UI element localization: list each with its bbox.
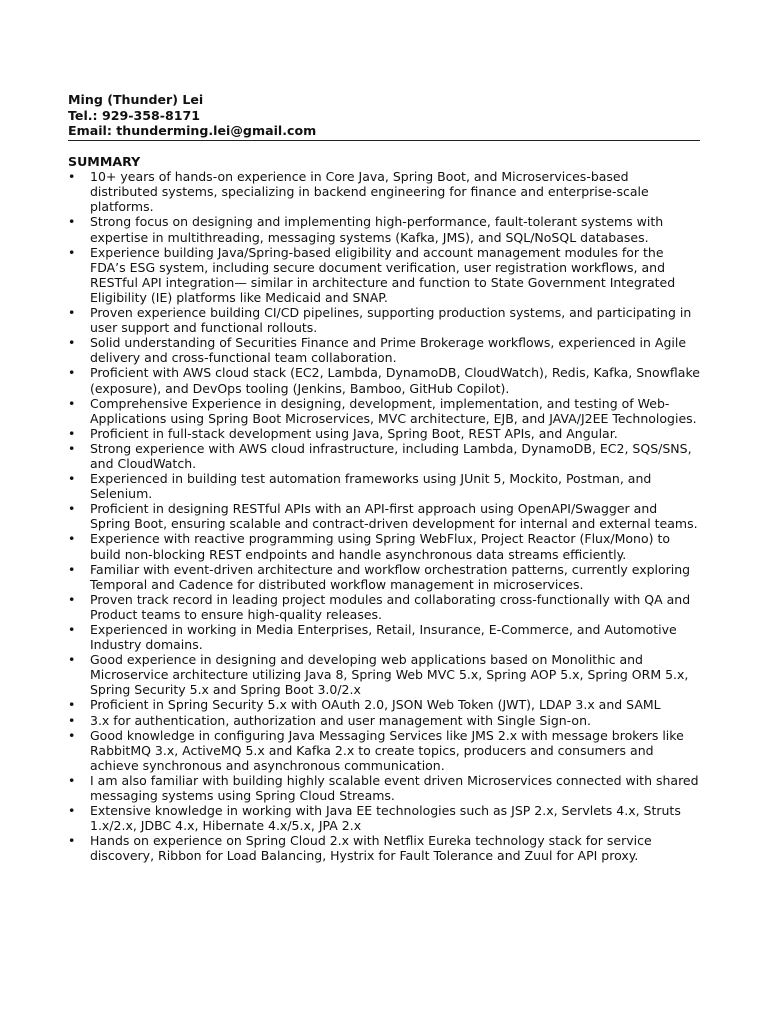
bullet-icon: • [68, 471, 76, 487]
bullet-icon: • [68, 833, 76, 849]
summary-item [68, 441, 700, 471]
summary-item-text: Solid understanding of Securities Finance and Prime Brokerage workflows, experienced in Agile delivery and cross-functional team collaboration. [90, 335, 687, 366]
bullet-icon: • [68, 561, 76, 577]
bullet-icon: • [68, 305, 76, 321]
bullet-icon: • [68, 169, 76, 185]
summary-item-text: Extensive knowledge in working with Java EE technologies such as JSP 2.x, Servlets 4.x, Struts 1.x/2.x, JDBC 4.x, Hibernate 4.x/5.x, JPA 2.x [90, 803, 681, 834]
summary-item [68, 501, 700, 531]
phone-number: Tel.: 929-358-8171 [68, 107, 201, 123]
summary-item-text: Proficient in full-stack development using Java, Spring Boot, REST APIs, and Angular. [90, 425, 618, 441]
summary-item [68, 728, 700, 773]
summary-heading: SUMMARY [68, 154, 141, 169]
bullet-icon: • [68, 244, 76, 260]
summary-item-text: Experience with reactive programming using Spring WebFlux, Project Reactor (Flux/Mono) to build non-blocking REST endpoints and handle asynchronous data streams efficiently. [90, 531, 670, 562]
summary-item-text: 10+ years of hands-on experience in Core Java, Spring Boot, and Microservices-based distributed systems, specializing in backend engineering for finance and enterprise-scale platforms. [90, 169, 649, 215]
summary-item [68, 365, 700, 395]
summary-item [68, 426, 700, 441]
summary-item-text: Hands on experience on Spring Cloud 2.x with Netflix Eureka technology stack for service discovery, Ribbon for Load Balancing, Hystrix for Fault Tolerance and Zuul for API proxy. [90, 833, 652, 864]
bullet-icon: • [68, 712, 76, 728]
summary-item [68, 592, 700, 622]
summary-item [68, 713, 700, 728]
summary-item [68, 169, 700, 214]
summary-item-text: Proven track record in leading project modules and collaborating cross-functionally with QA and Product teams to ensure high-quality releases. [90, 591, 691, 622]
summary-item-text: Good experience in designing and developing web applications based on Monolithic and Microservice architecture utilizing Java 8, Spring Web MVC 5.x, Spring AOP 5.x, Spring ORM 5.x, Spring Security 5.x and Spring Boot 3.0/2.x [90, 652, 689, 698]
bullet-icon: • [68, 501, 76, 517]
bullet-icon: • [68, 395, 76, 411]
summary-item [68, 305, 700, 335]
bullet-icon: • [68, 727, 76, 743]
candidate-name: Ming (Thunder) Lei [68, 92, 204, 107]
bullet-icon: • [68, 531, 76, 547]
bullet-icon: • [68, 772, 76, 788]
bullet-icon: • [68, 697, 76, 713]
summary-item-text: Experienced in working in Media Enterprises, Retail, Insurance, E-Commerce, and Automotive Industry domains. [90, 622, 677, 653]
summary-item [68, 214, 700, 244]
summary-section [68, 154, 700, 864]
summary-item-text: Proficient in designing RESTful APIs with an API-first approach using OpenAPI/Swagger and Spring Boot, ensuring scalable and contract-driven development for internal and external teams. [90, 501, 698, 532]
summary-item [68, 562, 700, 592]
bullet-icon: • [68, 335, 76, 351]
bullet-icon: • [68, 591, 76, 607]
summary-item-text: Experienced in building test automation frameworks using JUnit 5, Mockito, Postman, and Selenium. [90, 471, 652, 502]
summary-item-text: Proficient with AWS cloud stack (EC2, Lambda, DynamoDB, CloudWatch), Redis, Kafka, Snowflake (exposure), and DevOps tooling (Jenkins, Bamboo, GitHub Copilot). [90, 365, 700, 396]
summary-item-text: Proven experience building CI/CD pipelines, supporting production systems, and participating in user support and functional rollouts. [90, 305, 692, 336]
summary-item-text: 3.x for authentication, authorization and user management with Single Sign-on. [90, 712, 591, 728]
bullet-icon: • [68, 214, 76, 230]
bullet-icon: • [68, 803, 76, 819]
summary-item-text: Experience building Java/Spring-based eligibility and account management modules for the FDA’s ESG system, including secure document verification, user registration workflows, and RESTful API integration— similar in architecture and function to State Government Integrated Eligibility (IE) platforms like Medicaid and SNAP. [90, 244, 676, 305]
summary-item [68, 803, 700, 833]
summary-list [68, 169, 700, 863]
summary-item-text: Good knowledge in configuring Java Messaging Services like JMS 2.x with message brokers like RabbitMQ 3.x, ActiveMQ 5.x and Kafka 2.x to create topics, producers and consumers and achieve synchronous and asynchronous communication. [90, 727, 684, 773]
summary-item-text: Proficient in Spring Security 5.x with OAuth 2.0, JSON Web Token (JWT), LDAP 3.x and SAML [90, 697, 661, 713]
summary-item-text: Strong experience with AWS cloud infrastructure, including Lambda, DynamoDB, EC2, SQS/SNS, and CloudWatch. [90, 440, 692, 471]
summary-item [68, 622, 700, 652]
summary-item [68, 833, 700, 863]
bullet-icon: • [68, 440, 76, 456]
summary-item [68, 396, 700, 426]
summary-item [68, 697, 700, 712]
summary-item [68, 531, 700, 561]
summary-item-text: I am also familiar with building highly scalable event driven Microservices connected with shared messaging systems using Spring Cloud Streams. [90, 772, 699, 804]
bullet-icon: • [68, 425, 76, 441]
resume-header [68, 92, 700, 139]
summary-item-text: Strong focus on designing and implementing high-performance, fault-tolerant systems with expertise in multithreading, messaging systems (Kafka, JMS), and SQL/NoSQL databases. [90, 214, 664, 245]
summary-item-text: Comprehensive Experience in designing, development, implementation, and testing of Web- Applications using Spring Boot Microservices, MVC architecture, EJB, and JAVA/J2EE Technologies. [90, 395, 697, 426]
summary-item [68, 471, 700, 501]
bullet-icon: • [68, 652, 76, 668]
header-divider [68, 140, 700, 141]
summary-item-text: Familiar with event-driven architecture and workflow orchestration patterns, currently exploring Temporal and Cadence for distributed workflow management in microservices. [90, 561, 691, 592]
bullet-icon: • [68, 365, 76, 381]
summary-item [68, 652, 700, 697]
summary-item [68, 245, 700, 305]
summary-item [68, 773, 700, 803]
bullet-icon: • [68, 622, 76, 638]
email-address: Email: thunderming.lei@gmail.com [68, 123, 317, 138]
summary-item [68, 335, 700, 365]
